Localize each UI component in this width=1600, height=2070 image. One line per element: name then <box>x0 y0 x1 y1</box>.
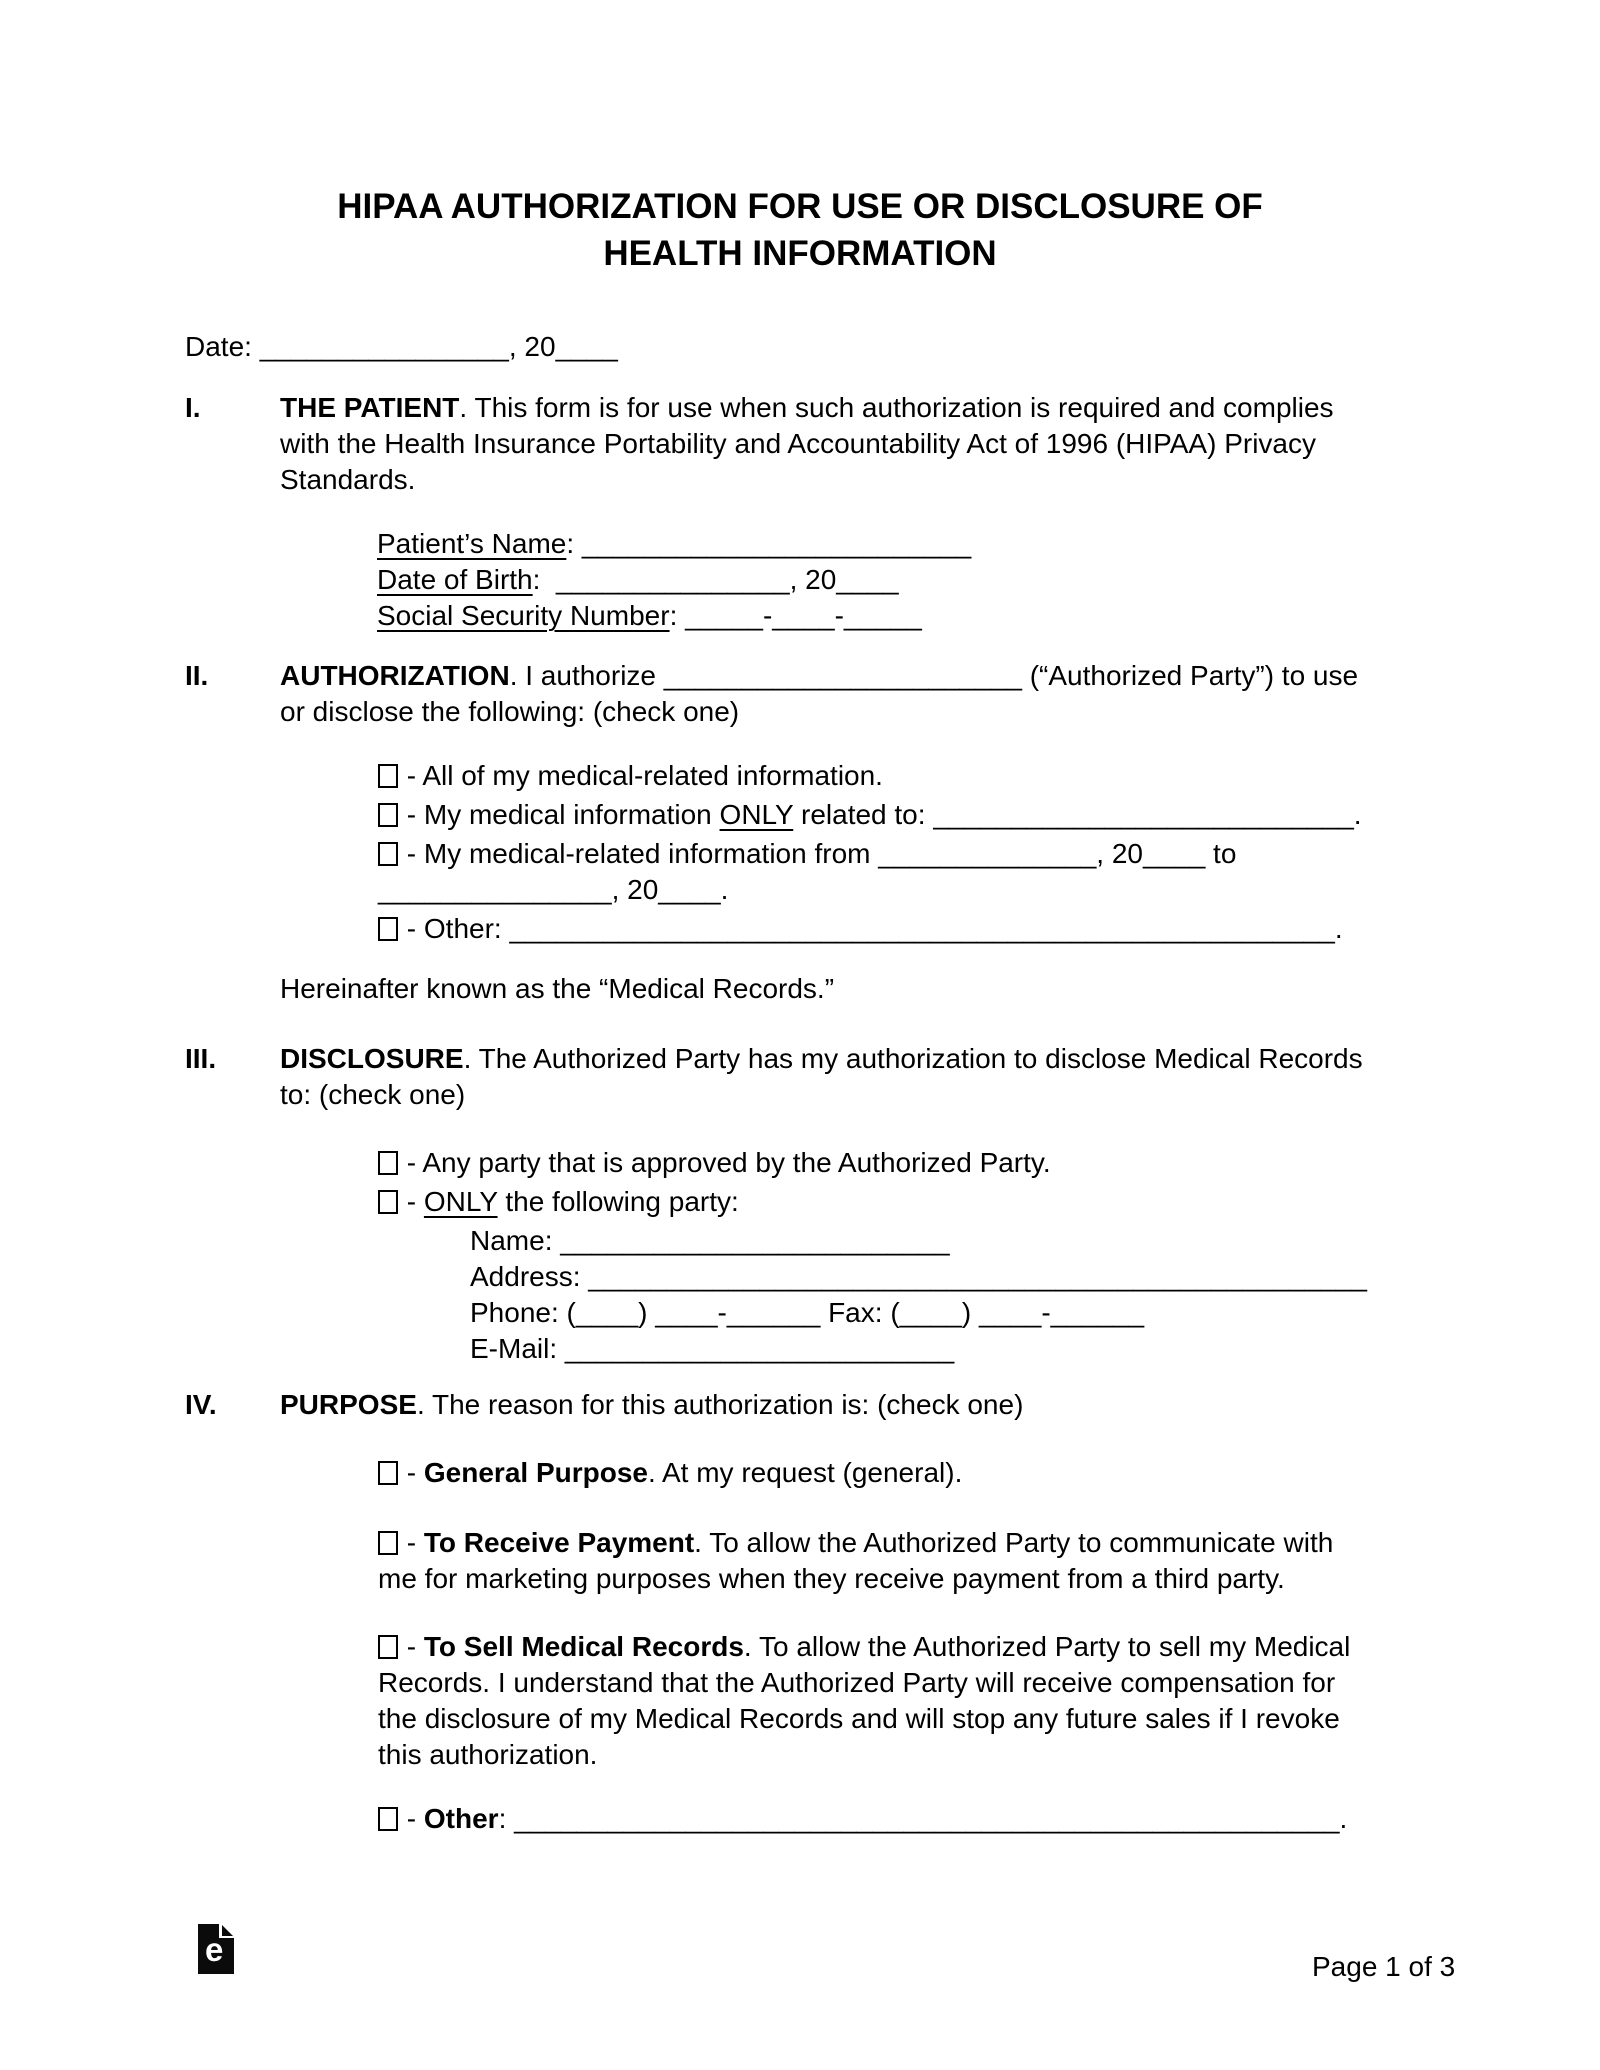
party-phone-label: Phone: <box>470 1297 567 1328</box>
option-sell-records <box>378 1629 1363 1773</box>
date-range-to-blank[interactable]: _______________ <box>378 874 612 905</box>
section-3-paragraph <box>280 1041 1380 1113</box>
party-name-field <box>470 1223 1380 1259</box>
checkbox-icon[interactable] <box>378 803 398 827</box>
date-of-birth-field <box>377 562 1380 598</box>
option-general-purpose-title: General Purpose <box>423 1457 648 1488</box>
eforms-logo-icon <box>198 1924 234 1983</box>
section-4-body <box>280 1387 1380 1837</box>
authorized-party-blank[interactable]: _______________________ <box>663 660 1022 691</box>
option-any-party <box>378 1145 1380 1181</box>
only-related-blank[interactable]: ___________________________ <box>933 799 1354 830</box>
party-contact-fields <box>470 1223 1380 1367</box>
option-only-party-end: the following party: <box>497 1186 739 1217</box>
party-email-field <box>470 1331 1380 1367</box>
other-purpose-blank[interactable]: _____________________________________________________ <box>514 1803 1340 1834</box>
ssn-field <box>377 598 1380 634</box>
section-2-heading: AUTHORIZATION <box>280 660 510 691</box>
party-fax-blank[interactable]: (____) ____-______ <box>890 1297 1145 1328</box>
title-line-1: HIPAA AUTHORIZATION FOR USE OR DISCLOSURE OF <box>337 187 1263 226</box>
option-other-purpose <box>378 1801 1363 1837</box>
section-disclosure <box>185 1041 1600 1367</box>
option-only-party-word: ONLY <box>423 1186 498 1217</box>
party-name-blank[interactable]: _________________________ <box>560 1225 950 1256</box>
dash: - <box>399 1631 424 1662</box>
option-receive-payment <box>378 1525 1363 1597</box>
date-blank[interactable]: ________________ <box>259 331 509 362</box>
section-4-numeral: IV. <box>185 1389 217 1420</box>
disclosure-options <box>280 1145 1380 1367</box>
party-address-blank[interactable]: __________________________________________________ <box>588 1261 1367 1292</box>
party-phone-fax-field <box>470 1295 1380 1331</box>
section-1-paragraph <box>280 390 1380 498</box>
date-of-birth-label: Date of Birth <box>377 564 533 595</box>
checkbox-icon[interactable] <box>378 1190 398 1214</box>
checkbox-icon[interactable] <box>378 1807 398 1831</box>
patient-fields <box>377 526 1380 634</box>
date-range-to: to <box>1205 838 1245 869</box>
section-3-body <box>280 1041 1380 1367</box>
option-other-purpose-title: Other <box>423 1803 499 1834</box>
section-4-text: . The reason for this authorization is: (check one) <box>416 1389 1024 1420</box>
patient-name-blank[interactable]: : _________________________ <box>566 528 972 559</box>
party-fax-label: Fax: <box>820 1297 891 1328</box>
party-email-blank[interactable]: _________________________ <box>564 1333 955 1364</box>
ssn-label: Social Security Number <box>377 600 670 631</box>
date-label: Date: <box>185 331 260 362</box>
section-2-numeral: II. <box>185 660 209 691</box>
option-date-range-pre: - My medical-related information from <box>399 838 879 869</box>
section-3-text: . The Authorized Party has my authorization to disclose Medical Records to: (check one) <box>280 1043 1371 1110</box>
section-2-lead: . I authorize <box>509 660 664 691</box>
page-number: Page 1 of 3 <box>1312 1951 1456 1982</box>
option-only-related-pre: - My medical information <box>399 799 720 830</box>
party-address-field <box>470 1259 1380 1295</box>
section-1-heading: THE PATIENT <box>280 392 460 423</box>
section-3-numeral: III. <box>185 1043 217 1074</box>
checkbox-icon[interactable] <box>378 842 398 866</box>
section-1-numeral: I. <box>185 392 201 423</box>
checkbox-icon[interactable] <box>378 917 398 941</box>
purpose-options <box>280 1455 1380 1837</box>
option-date-range-end: . <box>720 874 729 905</box>
checkbox-icon[interactable] <box>378 1461 398 1485</box>
patient-name-field <box>377 526 1380 562</box>
section-the-patient <box>185 390 1600 634</box>
option-all-medical-info-label: - All of my medical-related information. <box>399 760 883 791</box>
date-range-from-blank[interactable]: ______________ <box>878 838 1097 869</box>
option-only-related-end: . <box>1353 799 1362 830</box>
section-2-paragraph <box>280 658 1380 730</box>
section-1-text: . This form is for use when such authorization is required and complies with the Health Insurance Portability and Accountability Act of 1996 (HIPAA) Privacy Standards. <box>280 392 1342 495</box>
option-other-info-end: . <box>1334 913 1343 944</box>
patient-name-label: Patient’s Name <box>377 528 567 559</box>
option-general-purpose <box>378 1455 1363 1491</box>
section-purpose <box>185 1387 1600 1837</box>
section-1-body <box>280 390 1380 634</box>
party-email-label: E-Mail: <box>470 1333 565 1364</box>
date-year-prefix: , 20 <box>508 331 556 362</box>
option-only-word: ONLY <box>719 799 794 830</box>
checkbox-icon[interactable] <box>378 1531 398 1555</box>
option-date-range <box>378 836 1380 908</box>
authorization-options <box>280 758 1380 947</box>
party-phone-blank[interactable]: (____) ____-______ <box>566 1297 821 1328</box>
section-2-body <box>280 658 1380 1007</box>
other-info-blank[interactable]: _____________________________________________________ <box>509 913 1335 944</box>
option-other-info <box>378 911 1380 947</box>
party-address-label: Address: <box>470 1261 589 1292</box>
option-sell-records-text: . To allow the Authorized Party to sell my Medical Records. I understand that the Authorized Party will receive compensation for the disclosure of my Medical Records and will stop any future sales if I revoke this authorization. <box>378 1631 1359 1770</box>
option-other-purpose-end: . <box>1339 1803 1348 1834</box>
section-2-tail: (“Authorized Party”) to use or disclose the following: (check one) <box>280 660 1366 727</box>
date-of-birth-blank[interactable]: : _______________, 20____ <box>532 564 899 595</box>
option-only-party <box>378 1184 1380 1220</box>
date-range-mid2: , 20 <box>611 874 659 905</box>
document-title <box>80 183 1520 277</box>
option-sell-records-title: To Sell Medical Records <box>423 1631 744 1662</box>
dash: - <box>399 1457 424 1488</box>
dash: - <box>399 1527 424 1558</box>
date-line <box>185 329 1600 365</box>
option-receive-payment-text: . To allow the Authorized Party to communicate with me for marketing purposes when they receive payment from a third party. <box>378 1527 1342 1594</box>
title-line-2: HEALTH INFORMATION <box>603 234 997 273</box>
party-name-label: Name: <box>470 1225 561 1256</box>
section-4-paragraph <box>280 1387 1380 1423</box>
medical-records-note: Hereinafter known as the “Medical Records.” <box>280 973 835 1004</box>
option-any-party-label: - Any party that is approved by the Authorized Party. <box>399 1147 1051 1178</box>
date-year-blank[interactable]: ____ <box>555 331 618 362</box>
date-range-mid1: , 20 <box>1096 838 1143 869</box>
date-range-year1-blank[interactable]: ____ <box>1142 838 1206 869</box>
ssn-blank[interactable]: : _____-____-_____ <box>669 600 922 631</box>
option-only-party-pre: - <box>399 1186 424 1217</box>
option-only-related-mid: related to: <box>793 799 934 830</box>
dash: - <box>399 1803 424 1834</box>
option-receive-payment-title: To Receive Payment <box>423 1527 695 1558</box>
section-4-heading: PURPOSE <box>280 1389 417 1420</box>
logo-letter: e <box>205 1931 224 1968</box>
checkbox-icon[interactable] <box>378 1635 398 1659</box>
option-only-related <box>378 797 1380 833</box>
checkbox-icon[interactable] <box>378 1151 398 1175</box>
option-other-purpose-mid: : <box>498 1803 515 1834</box>
option-all-medical-info <box>378 758 1380 794</box>
option-other-info-pre: - Other: <box>399 913 510 944</box>
section-authorization <box>185 658 1600 1007</box>
date-range-year2-blank[interactable]: ____ <box>658 874 721 905</box>
checkbox-icon[interactable] <box>378 764 398 788</box>
section-3-heading: DISCLOSURE <box>280 1043 464 1074</box>
option-general-purpose-text: . At my request (general). <box>647 1457 963 1488</box>
